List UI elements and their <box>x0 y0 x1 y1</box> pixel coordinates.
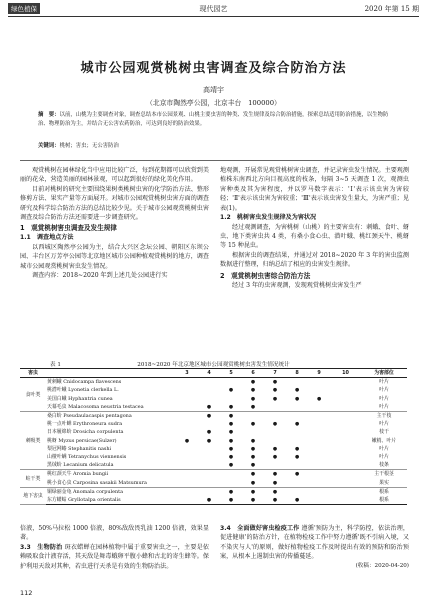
month-mark-cell: ● <box>250 437 256 444</box>
month-mark-cell <box>198 378 220 387</box>
section-heading: 2 观赏桃树虫害综合防治方法 <box>220 271 311 280</box>
header-cell: 5 <box>220 369 242 378</box>
table-row <box>20 470 407 479</box>
page-number: 112 <box>20 589 33 597</box>
table-row <box>20 453 407 461</box>
damage-part-cell: 根系 <box>361 496 407 505</box>
month-mark-cell <box>242 412 264 421</box>
keywords-text: 桃树；害虫；无公害防治 <box>59 143 119 149</box>
group-cell: 食叶类 <box>20 378 46 412</box>
paragraph: 地观测，开展常见观赏桃树害虫调查，并记录害虫发生情况。主要观测植株东南西北方向目视高度的枝条，每隔 3~5 天调查 1 次，观测虫害种类及其为害程度，并以罗马数字表示：'Ⅰ'表示该虫害为害较轻；'Ⅱ'表示该虫害为害较重；'Ⅲ'表示该虫害发生量大，为害严重；见表(1)。 <box>220 167 409 212</box>
month-mark-cell <box>330 378 361 387</box>
month-mark-cell: ● <box>272 471 278 478</box>
month-mark-cell <box>198 487 220 496</box>
month-mark-cell <box>308 428 330 436</box>
month-mark-cell <box>264 461 286 470</box>
subsection-heading: 3.4 全面做好害虫检疫工作 <box>220 525 300 532</box>
month-mark-cell: ● <box>250 379 256 386</box>
month-mark-cell: ● <box>250 471 256 478</box>
table-row <box>20 412 407 421</box>
month-mark-cell <box>176 420 198 428</box>
month-mark-cell: ● <box>272 445 278 452</box>
table-body <box>20 378 407 505</box>
table-row <box>20 395 407 403</box>
affiliation: （北京市陶然亭公园，北京丰台 100000） <box>146 99 281 107</box>
pest-name-cell: 日本履绵蚧 Drosicha corpulenta <box>47 429 124 436</box>
month-mark-cell <box>308 386 330 394</box>
damage-part-cell: 叶片 <box>379 421 389 428</box>
month-mark-cell <box>308 496 330 505</box>
month-mark-cell <box>286 403 308 412</box>
keywords <box>38 141 393 149</box>
month-mark-cell <box>330 395 361 403</box>
month-mark-cell <box>330 453 361 461</box>
pest-name-cell: 铜绿丽金龟 Anomala corpulenta <box>47 488 124 495</box>
month-mark-cell <box>176 479 198 488</box>
month-mark-cell: ● <box>206 413 212 420</box>
month-mark-cell: ● <box>206 429 212 436</box>
table-row <box>20 496 407 505</box>
journal-name: 现代园艺 <box>199 5 228 13</box>
month-mark-cell: ● <box>264 496 286 505</box>
month-mark-cell: ● <box>250 395 256 402</box>
month-mark-cell: ● <box>294 454 300 461</box>
month-mark-cell <box>330 487 361 496</box>
month-mark-cell <box>198 395 220 403</box>
group-cell: 地下害虫 <box>20 487 46 504</box>
pest-name-cell: 天幕毛虫 Malacosoma neustria testacea <box>46 403 176 412</box>
subsection-heading: 1.1 调查地点方法 <box>20 234 74 242</box>
paragraph: 倍液，50%马拉松 1000 倍液，80%敌敌畏乳油 1200 倍液，效果显著。 <box>20 525 209 542</box>
month-mark-cell <box>176 453 198 461</box>
month-mark-cell <box>220 395 242 403</box>
paragraph: 经过 3 年的虫害观测，发现观赏桃树虫害发生严 <box>232 281 362 289</box>
month-mark-cell: ● <box>294 421 300 428</box>
month-mark-cell <box>176 428 198 436</box>
damage-part-cell: 叶片 <box>361 403 407 412</box>
table-caption <box>20 360 407 368</box>
month-mark-cell <box>286 487 308 496</box>
left-column <box>20 166 209 281</box>
month-mark-cell: ● <box>206 437 212 444</box>
damage-part-cell: 嫩梢、叶片 <box>371 437 397 444</box>
table-row <box>20 428 407 436</box>
damage-part-cell: 枝条 <box>361 461 407 470</box>
month-mark-cell <box>330 412 361 421</box>
month-mark-cell <box>308 403 330 412</box>
month-mark-cell <box>176 412 198 421</box>
damage-part-cell: 根系 <box>379 488 389 495</box>
pest-table <box>20 368 407 505</box>
month-mark-cell <box>308 487 330 496</box>
paragraph: 观赏桃树在园林绿化当中应用比较广泛，每到花期都可以欣赏到美丽的花朵，营造美丽的园林景观，可以起到很好的绿化美化作用。 <box>20 167 209 184</box>
paragraph: 目前对桃树的研究主要围绕果树类桃树虫害的化学防治方法、整形修剪方法、果实产量等方面展开。对城市公园观赏桃树虫害方面的调查研究及科学综合防治方法的总结比较少见。关于城市公园观赏桃树虫害调查及综合防治方法还需要进一步调查研究。 <box>20 185 209 222</box>
paragraph: 调查内容：2018~2020 年到上述几处公园进行实 <box>32 272 168 280</box>
month-mark-cell: ● <box>228 488 234 495</box>
bottom-left-column <box>20 524 209 571</box>
month-mark-cell: ● <box>228 413 234 420</box>
pest-name-cell: 黄刺蛾 Cnidocampa flavescens <box>47 379 122 386</box>
month-mark-cell: ● <box>264 479 286 488</box>
table-row <box>20 403 407 412</box>
month-mark-cell <box>176 445 198 453</box>
month-mark-cell: ● <box>286 496 308 505</box>
month-mark-cell <box>330 437 361 445</box>
table-row <box>20 445 407 453</box>
damage-part-cell: 叶片 <box>379 395 389 402</box>
month-mark-cell <box>264 412 286 421</box>
bottom-right-column <box>220 524 409 571</box>
group-cell: 蛀干类 <box>20 470 46 487</box>
month-mark-cell <box>308 437 330 445</box>
month-mark-cell: ● <box>272 379 278 386</box>
month-mark-cell: ● <box>294 387 300 394</box>
header-cell: 7 <box>264 369 286 378</box>
pest-name-cell: 东方蝼蛄 Gryllotalpa orientalis <box>46 496 176 505</box>
month-mark-cell <box>330 428 361 436</box>
received-date: (收稿：2020-04-20) <box>355 562 409 569</box>
month-mark-cell <box>220 378 242 387</box>
paragraph: 经过观测调查，为害桃树（山桃）的主要害虫有：刺蛾、食叶、蚜虫、地下类害虫共 4 类，有桑小食心虫、潜叶蛾、桃红颈天牛、桃蚜等 15 种昆虫。 <box>220 223 409 250</box>
month-mark-cell <box>308 479 330 488</box>
damage-part-cell: 枝干 <box>379 429 389 436</box>
paragraph: 根据害虫的调查结果，并通过对 2018~2020 年 3 年的害虫监测数据进行整理，归纳总结了相应的虫害发生规律。 <box>220 251 409 269</box>
month-mark-cell: ● <box>220 496 242 505</box>
table-row <box>20 437 407 445</box>
pest-name-cell: 山楂叶螨 Tetranychus viennensis <box>47 454 127 461</box>
header-cell: 害虫 <box>20 369 46 378</box>
month-mark-cell <box>330 403 361 412</box>
month-mark-cell <box>330 461 361 470</box>
keywords-label: 关键词： <box>38 143 60 149</box>
header-cell: 9 <box>308 369 330 378</box>
table-row <box>20 487 407 496</box>
month-mark-cell: ● <box>228 421 234 428</box>
author: 高靖宇 <box>203 86 224 94</box>
month-mark-cell: ● <box>272 395 278 402</box>
month-mark-cell <box>286 437 308 445</box>
month-mark-cell: ● <box>242 496 264 505</box>
month-mark-cell <box>308 420 330 428</box>
header-cell: 10 <box>330 369 361 378</box>
pest-name-cell: 美国白蛾 Hyphantria cunea <box>47 395 113 402</box>
month-mark-cell: ● <box>250 488 256 495</box>
month-mark-cell <box>264 403 286 412</box>
month-mark-cell: ● <box>250 454 256 461</box>
damage-part-cell: 叶片 <box>379 387 389 394</box>
month-mark-cell <box>308 445 330 453</box>
month-mark-cell: ● <box>184 437 190 444</box>
month-mark-cell: ● <box>250 421 256 428</box>
month-mark-cell <box>198 461 220 470</box>
month-mark-cell: ● <box>198 496 220 505</box>
right-column <box>220 166 409 290</box>
month-mark-cell <box>330 420 361 428</box>
month-mark-cell: ● <box>272 387 278 394</box>
month-mark-cell <box>176 496 198 505</box>
month-mark-cell: ● <box>228 387 234 394</box>
header-cell: 3 <box>176 369 198 378</box>
month-mark-cell: ● <box>228 429 234 436</box>
table-row <box>20 386 407 394</box>
abstract-label: 摘 要： <box>38 112 60 118</box>
month-mark-cell: ● <box>272 488 278 495</box>
month-mark-cell: ● <box>250 445 256 452</box>
month-mark-cell <box>286 428 308 436</box>
month-mark-cell: ● <box>294 395 300 402</box>
damage-part-cell: 果实 <box>361 479 407 488</box>
damage-part-cell: 叶片 <box>379 445 389 452</box>
table-row <box>20 378 407 387</box>
month-mark-cell <box>330 386 361 394</box>
table-row <box>20 420 407 428</box>
month-mark-cell: ● <box>316 395 322 402</box>
month-mark-cell <box>308 461 330 470</box>
month-mark-cell: ● <box>294 471 300 478</box>
page-header <box>8 3 419 15</box>
month-mark-cell: ● <box>242 479 264 488</box>
month-mark-cell <box>198 453 220 461</box>
issue-label: 2020 年第 15 期 <box>364 5 419 13</box>
table-row <box>20 479 407 488</box>
month-mark-cell <box>330 445 361 453</box>
group-cell: 刺吸类 <box>20 412 46 470</box>
month-mark-cell: ● <box>228 454 234 461</box>
month-mark-cell <box>198 386 220 394</box>
pest-name-cell: 桃蚜 Myzus persicae(Sulzer) <box>47 437 117 444</box>
month-mark-cell <box>286 461 308 470</box>
pest-name-cell: 桃一点叶蝉 Erythroneura sudra <box>47 421 123 428</box>
article-title: 城市公园观赏桃树虫害调查及综合防治方法 <box>80 61 347 76</box>
month-mark-cell <box>242 428 264 436</box>
month-mark-cell <box>176 403 198 412</box>
month-mark-cell <box>176 487 198 496</box>
month-mark-cell <box>308 378 330 387</box>
month-mark-cell: ● <box>250 387 256 394</box>
table-number: 表 1 <box>50 362 61 368</box>
month-mark-cell: ● <box>220 403 242 412</box>
month-mark-cell <box>330 470 361 479</box>
pest-name-cell: 桃潜叶蛾 Lyonetia clerkella L. <box>47 387 119 394</box>
month-mark-cell <box>330 496 361 505</box>
abstract-text: 以前，山桃为主要调查对象，调查总结本市公园景观、山桃主要虫害的种类、发生规律及综合防治措施，探索总结适用防治措施，以生物防治、物理防治为主，并结合无公害农药防治，可达到良好的防治效果。 <box>38 112 389 127</box>
month-mark-cell <box>220 479 242 488</box>
month-mark-cell <box>198 479 220 488</box>
table-header-row <box>20 369 407 378</box>
abstract <box>38 111 393 129</box>
month-mark-cell: ● <box>220 461 242 470</box>
month-mark-cell: ● <box>294 445 300 452</box>
month-mark-cell: ● <box>228 445 234 452</box>
month-mark-cell <box>198 420 220 428</box>
table-row <box>20 461 407 470</box>
month-mark-cell <box>286 378 308 387</box>
damage-part-cell: 主干枝 <box>376 413 392 420</box>
month-mark-cell <box>286 479 308 488</box>
month-mark-cell: ● <box>228 437 234 444</box>
month-mark-cell <box>330 479 361 488</box>
month-mark-cell <box>176 395 198 403</box>
subsection-heading: 1.2 桃树害虫发生规律及为害状况 <box>220 214 317 222</box>
damage-part-cell: 叶片 <box>379 379 389 386</box>
pest-name-cell: 桃红颈天牛 Aromia bungii <box>47 471 109 478</box>
section-heading: 1 观赏桃树害虫调查及发生规律 <box>20 224 117 233</box>
month-mark-cell <box>286 412 308 421</box>
paragraph: 以西城区陶然亭公园为主，结合大兴区念坛公园、朝阳区东坝公园、丰台区万芳亭公园等北京地区城市公园种植观赏桃树的地方，调查城市公园观赏桃树害虫发生情况。 <box>20 244 209 270</box>
header-cell: 6 <box>242 369 264 378</box>
pest-name-cell: 桃小食心虫 Carposina sasakii Matsumura <box>46 479 176 488</box>
month-mark-cell <box>308 453 330 461</box>
paragraph-text: 遵循'预防为主，科学防控，依法治理，促进健康'的防治方针，在植物检疫工作中努力遵循'既不引病入境，又不染灾与人'的原则，做好植物检疫工作及时提出有效的预防和防治预案，从根本上遏制虫害的传播蔓延。 <box>220 525 410 561</box>
paragraph-text: 斑衣蜡蝉在园林植物中属于重要害虫之一，主要是依赖吸取食汁液存活，其天敌是舞毒蛾卵平腹小蜂和古北的寄生蜂等。保护利用天敌对其种，若虫进行天杀是有效的生物防治法。 <box>20 543 210 570</box>
month-mark-cell: ● <box>242 461 264 470</box>
header-cell <box>46 369 176 378</box>
month-mark-cell <box>308 412 330 421</box>
month-mark-cell: ● <box>242 403 264 412</box>
month-mark-cell <box>176 461 198 470</box>
month-mark-cell <box>308 470 330 479</box>
month-mark-cell <box>176 378 198 387</box>
month-mark-cell <box>220 470 242 479</box>
pest-name-cell: 桑白蚧 Pseudaulacaspis pentagona <box>47 413 132 420</box>
month-mark-cell <box>198 445 220 453</box>
header-cell: 为害部位 <box>361 369 407 378</box>
month-mark-cell <box>198 470 220 479</box>
month-mark-cell: ● <box>272 454 278 461</box>
pest-name-cell: 黑绒蚧 Lecanium delicatula <box>46 461 176 470</box>
abstract-divider <box>20 160 407 161</box>
header-cell: 4 <box>198 369 220 378</box>
pest-name-cell: 梨冠网蝽 Stephanitis nashi <box>47 445 112 452</box>
damage-part-cell: 主干根茎 <box>374 471 394 478</box>
header-rule <box>8 16 419 17</box>
subsection-heading: 3.3 生物防治 <box>20 543 63 551</box>
header-cell: 8 <box>286 369 308 378</box>
month-mark-cell: ● <box>198 403 220 412</box>
section-tag: 绿色植保 <box>8 3 40 14</box>
damage-part-cell: 叶片 <box>379 454 389 461</box>
month-mark-cell <box>176 386 198 394</box>
month-mark-cell <box>176 470 198 479</box>
month-mark-cell <box>264 428 286 436</box>
table-title: 2018~2020 年北京地区城市公园观赏桃树虫害发生情况统计 <box>137 362 290 368</box>
month-mark-cell <box>264 437 286 445</box>
month-mark-cell: ● <box>272 421 278 428</box>
